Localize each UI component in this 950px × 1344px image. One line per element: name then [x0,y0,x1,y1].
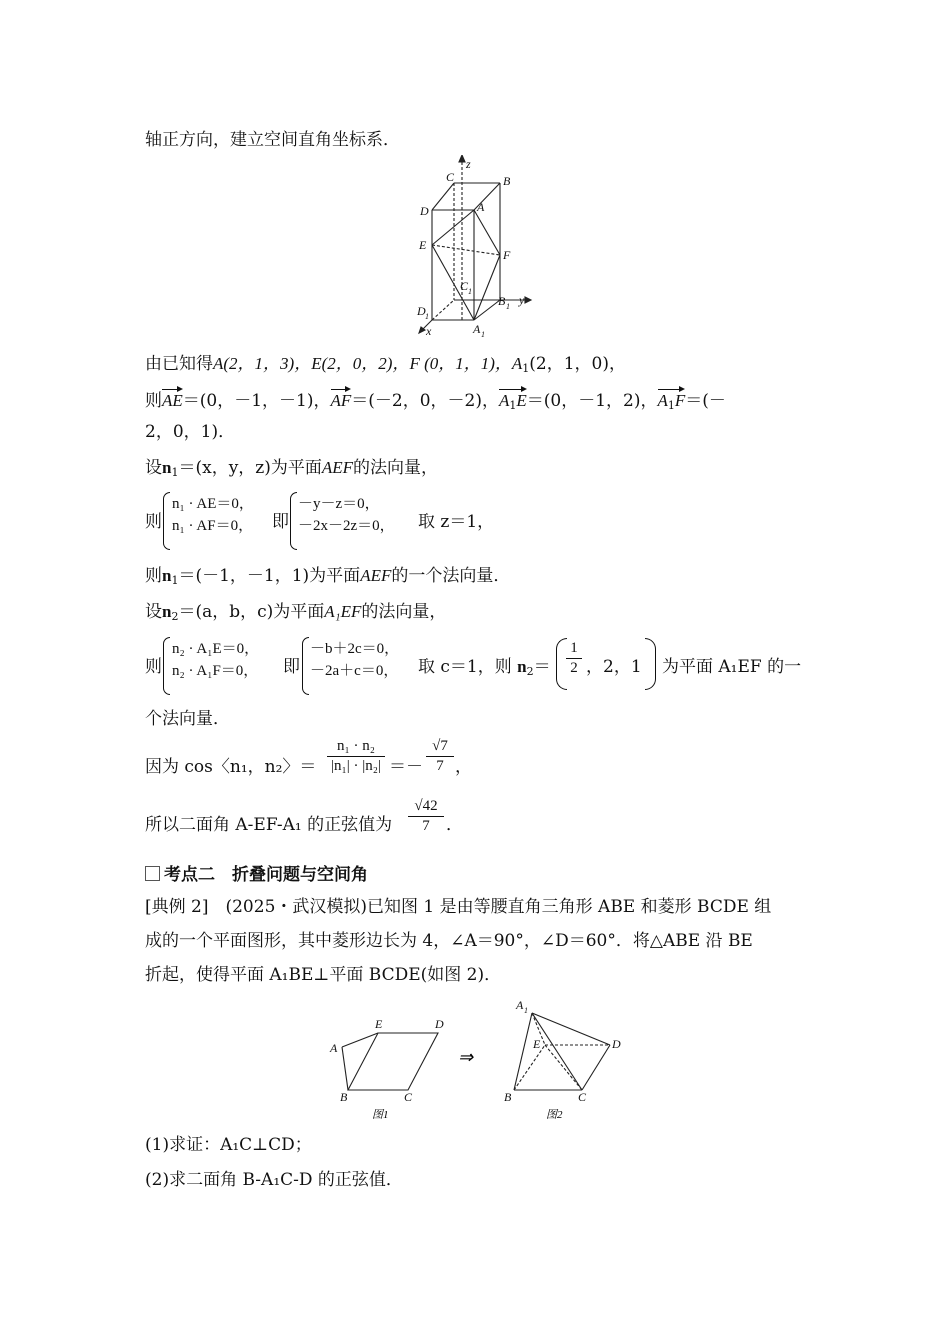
paren-right [645,638,656,690]
sys1-row-2: n₁ · AF＝0， [172,518,254,534]
svg-text:D: D [612,1037,621,1051]
continuation-line-2: 个法向量． [145,709,230,729]
sub: 1 [667,399,675,412]
cos-fraction [327,738,385,775]
sys2-ze: 则 [145,657,162,677]
den: 7 [422,818,430,834]
cos-eq: ＝－ [389,757,423,777]
n: n [517,657,527,676]
sys1-row-1: n₁ · AE＝0， [172,496,254,512]
text: 则 [145,391,162,411]
section-icon [145,866,160,881]
num: √42 [414,798,438,814]
sys2-ji: 即 [283,657,300,677]
svg-text:1: 1 [506,302,510,311]
sys1-eqs [298,493,395,537]
text: 的法向量， [353,458,439,478]
sys2-rows [172,638,259,682]
point-A: A(2，1，3)， [213,354,312,373]
text: ＝(－1，－1，1)为平面 [178,566,361,586]
svg-text:E: E [533,1037,541,1051]
result-n1-line [145,564,510,588]
point-A1: A [511,354,523,373]
vector-A1F [658,386,686,413]
brace [163,492,170,550]
svg-text:A: A [473,322,481,336]
svg-text:C: C [446,170,455,184]
text: ＝(a，b，c)为平面 [178,602,325,622]
sys2-row-1: n₂ · A₁E＝0， [172,641,260,657]
svg-text:E: E [375,1017,383,1031]
n: n [162,566,172,585]
point-E: E(2，0，2)， [311,354,410,373]
den: 2 [570,660,578,676]
brace [163,637,170,695]
brace [290,492,297,550]
sys2-tail: 为平面 A₁EF 的一 [662,657,802,677]
set-n1-line [145,456,438,480]
text: 则 [145,566,162,586]
text: 的法向量， [361,602,447,622]
cos-result [426,738,454,775]
example-line-3: 折起，使得平面 A₁BE⊥平面 BCDE(如图 2)． [145,965,502,985]
text: 轴正方向，建立空间直角坐标系． [145,130,400,150]
text-line-1 [145,128,400,152]
svg-text:x: x [426,324,432,338]
svg-text:B: B [504,1090,512,1104]
svg-text:A: A [516,998,524,1012]
sys1-rows [172,493,254,537]
text: (2，1，0)， [529,354,627,374]
cos-end: ， [455,757,472,777]
text: 的一个法向量． [391,566,511,586]
sys1-eq-2: －2x－2z＝0， [298,518,395,534]
sys2-eqs [310,638,399,682]
vector-A1E [499,386,527,413]
plane: A₁EF [324,602,362,621]
sys2-row-2: n₂ · A₁F＝0， [172,663,259,679]
svg-text:E: E [419,238,427,252]
text: ＝(0，－1，2)， [526,391,658,411]
sys1-take: 取 z＝1， [418,512,495,532]
rhombus [348,1033,438,1090]
text: E [516,391,527,410]
text: F [674,391,686,410]
frac-half [566,640,582,677]
svg-text:D: D [417,304,426,318]
plane: AEF [321,458,354,477]
set-n2-line: 设$n_2=(a$，b，c)为平面A₁EF的法向量， [145,602,447,623]
svg-text:D: D [435,1017,444,1031]
text: A [657,391,668,410]
text: A [499,391,510,410]
svg-text:y: y [519,293,525,307]
vector-AF: AF [331,386,352,413]
sys2-eq-1: －b＋2c＝0， [310,641,400,657]
question-1: (1)求证：A₁C⊥CD； [145,1135,312,1155]
example-line-2: 成的一个平面图形，其中菱形边长为 4，∠A＝90°，∠D＝60°．将△ABE 沿 BE [145,931,753,951]
vec-rest: ，2，1 [586,657,642,677]
svg-text:C: C [404,1090,413,1104]
sub: 1 [509,399,517,412]
vector-AE: AE [162,386,183,413]
continuation-line [145,420,235,444]
cuboid-figure [410,155,540,340]
sub: 1 [171,574,179,587]
n: n [162,458,172,477]
text: 2，0，1)． [145,422,236,442]
num: √7 [432,738,448,754]
svg-text:D: D [420,204,429,218]
plane: AEF [360,566,392,585]
text: 由已知得 [145,354,213,374]
svg-text:B: B [340,1090,348,1104]
svg-text:1: 1 [425,312,429,321]
cos-prefix: 因为 cos〈n₁，n₂〉＝ [145,757,317,777]
sys2-take-line: 取 c＝1，则 $n_2=$ [418,657,551,678]
svg-text:图1: 图1 [372,1109,389,1121]
section-title: 考点二 折叠问题与空间角 [164,865,368,885]
sin-prefix: 所以二面角 A-EF-A₁ 的正弦值为 [145,815,393,835]
svg-text:C: C [460,279,469,293]
svg-text:B: B [503,174,511,188]
vectors-line [145,386,726,413]
num: 1 [570,640,578,656]
text: 取 c＝1，则 [418,657,512,677]
svg-text:A: A [477,200,485,214]
text: ＝(0，－1，－1)， [182,391,331,411]
example-line-1: [典例 2] (2025・武汉模拟)已知图 1 是由等腰直角三角形 ABE 和菱形 BCDE 组 [145,897,772,917]
question-2: (2)求二面角 B-A₁C-D 的正弦值． [145,1170,403,1190]
sys1-eq-1: －y－z＝0， [298,496,380,512]
folding-figures [320,995,640,1125]
svg-text:图2: 图2 [546,1109,563,1121]
n: n [162,602,172,621]
svg-text:1: 1 [524,1006,528,1015]
section-header [145,860,368,885]
den: |n₁| · |n₂| [331,758,381,774]
svg-text:1: 1 [468,287,472,296]
svg-text:B: B [498,294,506,308]
den: 7 [436,758,444,774]
brace [302,637,309,695]
text: ＝(x，y，z)为平面 [178,458,322,478]
sub: 1 [522,362,530,375]
svg-text:z: z [466,157,471,171]
text: ＝ [533,657,551,677]
text: ＝(－ [685,391,726,411]
text: 设 [145,458,162,478]
sys1-ze: 则 [145,512,162,532]
text: 设 [145,602,162,622]
svg-text:F: F [503,248,511,262]
point-F: F (0，1，1)， [409,354,512,373]
sin-result [408,798,444,835]
sys1-ji: 即 [272,512,289,532]
arrow-icon: ⇒ [458,1047,474,1067]
svg-text:C: C [578,1090,587,1104]
svg-text:1: 1 [481,330,485,339]
points-line [145,352,626,376]
num: n₁ · n₂ [337,738,375,754]
svg-text:A: A [330,1041,338,1055]
sub: 1 [171,466,179,479]
sys2-eq-2: －2a＋c＝0， [310,663,399,679]
text: ＝(－2，0，－2)， [351,391,499,411]
sin-end: ． [446,815,463,835]
